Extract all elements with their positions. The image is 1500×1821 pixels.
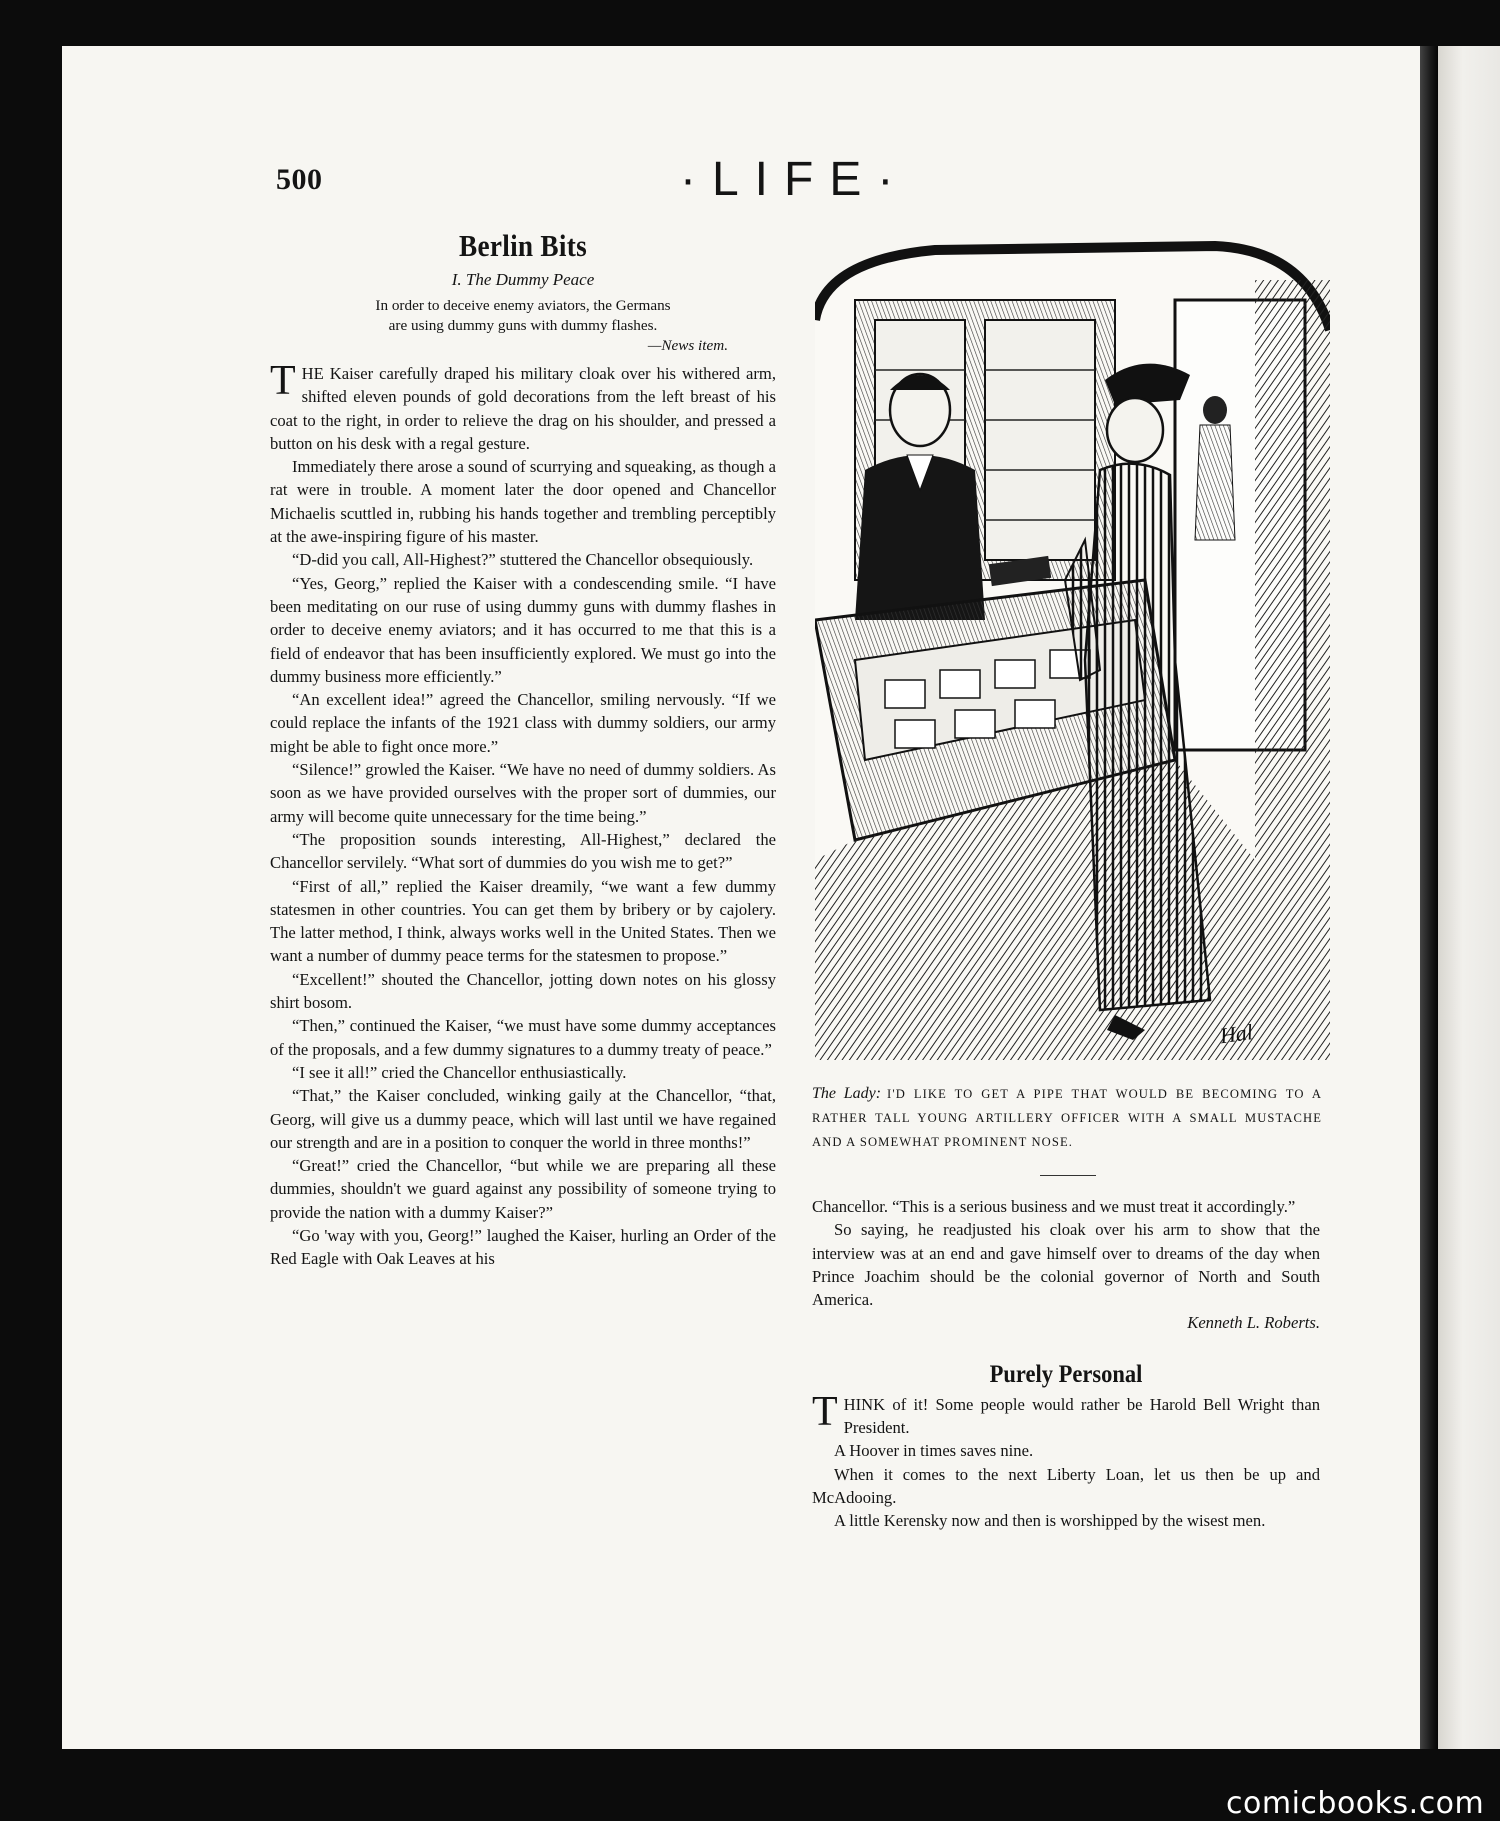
paragraph: When it comes to the next Liberty Loan, let us then be up and McAdooing. (812, 1464, 1320, 1507)
paragraph: Immediately there arose a sound of scurrying and squeaking, as though a rat were in trouble. A moment later the door opened and Chancellor Michaelis scuttled in, rubbing his hands together and trembling perceptibly at the awe-inspiring figure of his master. (270, 457, 776, 547)
paragraph: “The proposition sounds interesting, All-Highest,” declared the Chancellor servilely. “What sort of dummies do you wish me to get?” (270, 829, 776, 873)
paragraph-text: HINK of it! Some people would rather be Harold Bell Wright than President. (843, 1394, 1320, 1438)
paragraph: “Silence!” growled the Kaiser. “We have no need of dummy soldiers. As soon as we have provided ourselves with the proper sort of dummies, our army will become quite unnecessary for the time being.” (270, 760, 776, 826)
paragraph: “That,” the Kaiser concluded, winking gaily at the Chancellor, “that, Georg, will give us a dummy peace, which will last until we have regained our strength and are in a position to conquer the world in three months!” (270, 1086, 776, 1152)
paragraph (270, 358, 776, 455)
paragraph: “Then,” continued the Kaiser, “we must have some dummy acceptances of the proposals, and a few dummy signatures to a dummy treaty of peace.” (270, 1016, 776, 1059)
paragraph: Chancellor. “This is a serious business and we must treat it accordingly.” (812, 1197, 1296, 1216)
article-continuation (812, 1195, 1320, 1311)
site-watermark: comicbooks.com (1226, 1786, 1485, 1821)
drop-cap: T (812, 1388, 838, 1435)
article-subtitle: I. The Dummy Peace (451, 270, 595, 289)
paragraph: “An excellent idea!” agreed the Chancellor, smiling nervously. “If we could replace the infants of the 1921 class with dummy soldiers, our army might be able to fight once more.” (270, 690, 776, 756)
epigraph-line-1: In order to deceive enemy aviators, the Germans (375, 297, 671, 314)
artist-signature: Hal (1218, 1019, 1255, 1049)
paragraph: “Go 'way with you, Georg!” laughed the Kaiser, hurling an Order of the Red Eagle with Oak Leaves at his (270, 1225, 776, 1269)
cartoon-illustration (815, 240, 1330, 1060)
caption-speaker: The Lady: (812, 1085, 882, 1102)
paragraph: “D-did you call, All-Highest?” stuttered the Chancellor obsequiously. (292, 550, 754, 570)
next-page-edge (1438, 46, 1500, 1749)
epigraph-source: —News item. (647, 337, 728, 354)
paragraph: So saying, he readjusted his cloak over his arm to show that the interview was at an end and gave himself over to dreams of the day when Prince Joachim should be the colonial governor of North and South America. (812, 1220, 1320, 1310)
paragraph: “Great!” cried the Chancellor, “but while we are preparing all these dummies, shouldn't we guard against any possibility of someone trying to provide the nation with a dummy Kaiser?” (270, 1156, 776, 1222)
paragraph: “Yes, Georg,” replied the Kaiser with a condescending smile. “I have been meditating on our ruse of using dummy guns with dummy flashes in order to deceive enemy aviators; and it has occurred to me that this is a field of endeavor that has been insufficiently explored. We must go into the dummy business more efficiently.” (270, 573, 776, 686)
cartoon-caption (812, 1082, 1322, 1154)
epigraph-line-2: are using dummy guns with dummy flashes. (388, 317, 658, 334)
right-column (812, 1195, 1320, 1533)
paragraph-text: HE Kaiser carefully draped his military cloak over his withered arm, shifted eleven pounds of gold decorations from the left breast of his coat to the right, in order to relieve the drag on his shoulder, and pressed a button on his desk with a regal gesture. (270, 364, 776, 453)
section-title-purely-personal: Purely Personal (989, 1360, 1143, 1388)
divider-rule (1040, 1175, 1096, 1176)
drop-cap: T (270, 358, 296, 404)
binding-gutter (1420, 46, 1438, 1749)
article-body (270, 358, 776, 1271)
paragraph: “I see it all!” cried the Chancellor enthusiastically. (292, 1062, 627, 1082)
author-signature: Kenneth L. Roberts. (1187, 1313, 1320, 1333)
page-number: 500 (276, 163, 323, 196)
paragraph: A Hoover in times saves nine. (834, 1441, 1034, 1461)
paragraph: “Excellent!” shouted the Chancellor, jotting down notes on his glossy shirt bosom. (270, 969, 776, 1013)
paragraph: “First of all,” replied the Kaiser dreamily, “we want a few dummy statesmen in other countries. You can get them by bribery or by cajolery. The latter method, I think, always works well in the United States. Then we want a number of dummy peace terms for the statesmen to propose.” (270, 876, 776, 966)
left-column (270, 228, 776, 1271)
purely-personal-body (812, 1388, 1320, 1533)
paragraph: A little Kerensky now and then is worshipped by the wisest men. (834, 1511, 1266, 1531)
article-title: Berlin Bits (459, 228, 587, 263)
masthead-life: ·LIFE· (680, 153, 910, 206)
caption-text: I'D LIKE TO GET A PIPE THAT WOULD BE BECOMING TO A RATHER TALL YOUNG ARTILLERY OFFICER WITH A SMALL MUSTACHE AND A SOMEWHAT PROMINENT NOSE. (812, 1087, 1323, 1149)
paragraph (812, 1388, 1320, 1440)
